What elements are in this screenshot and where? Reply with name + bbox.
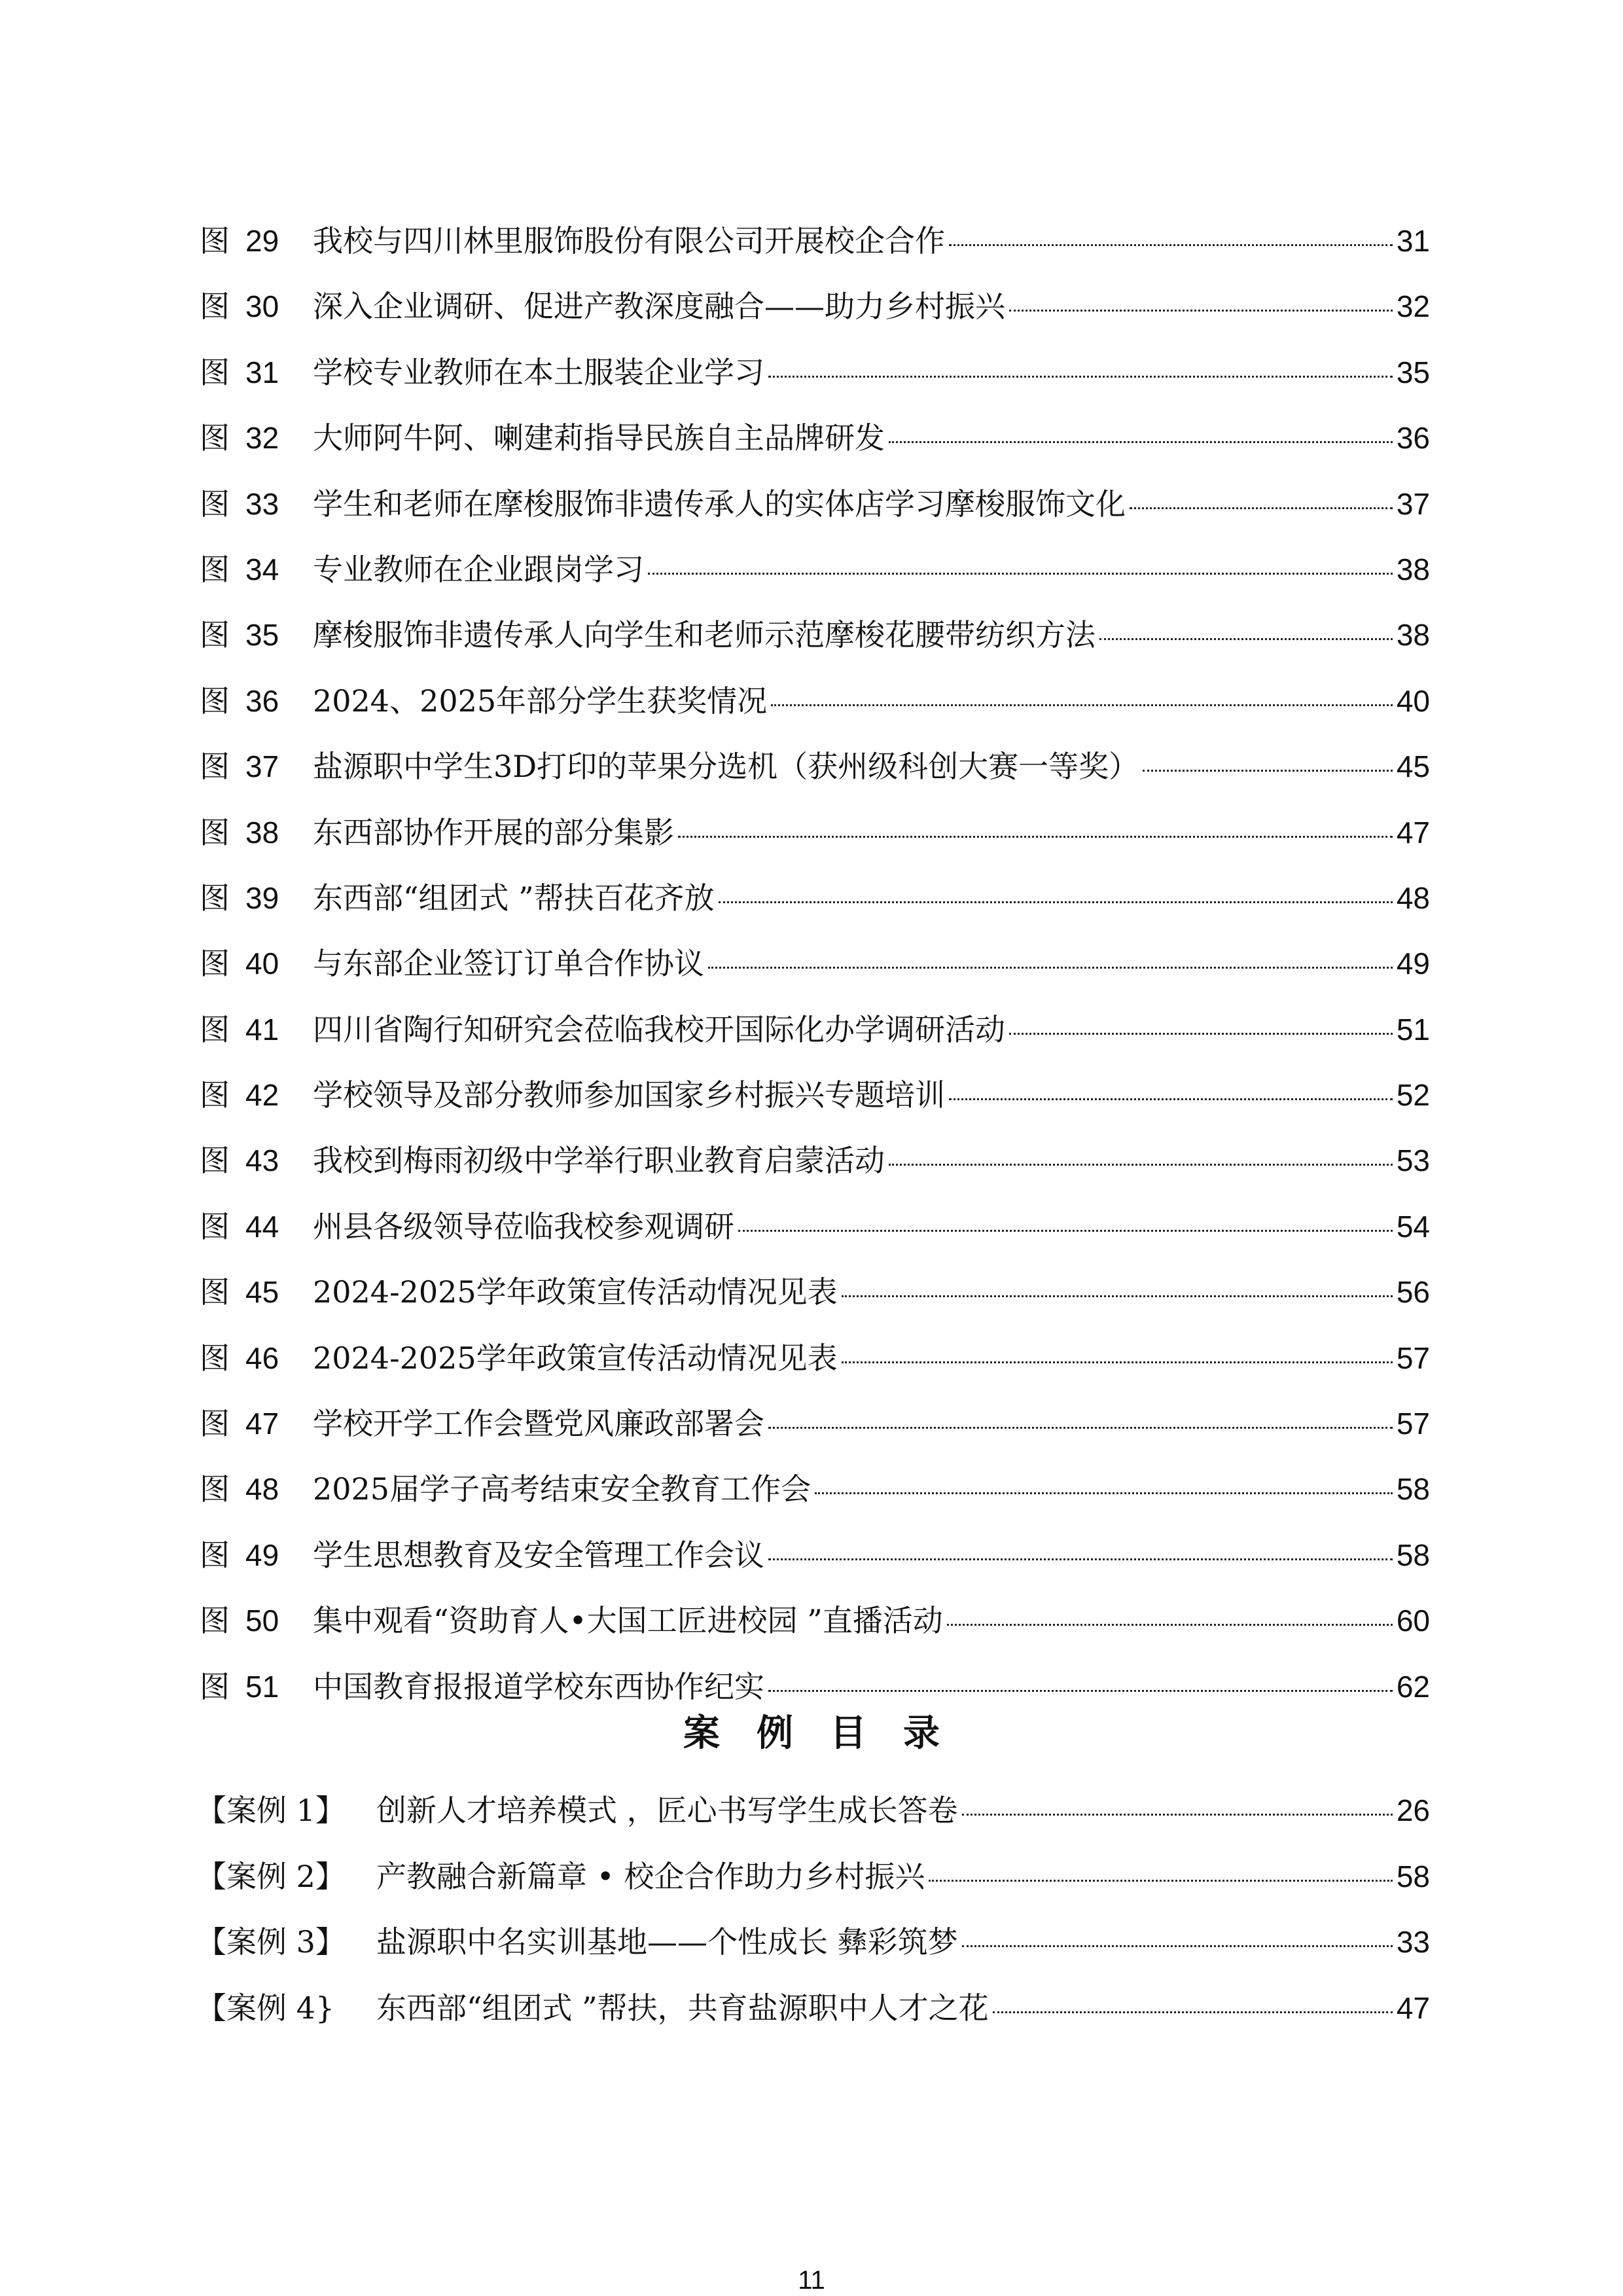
figure-entry[interactable] [200,1522,1430,1588]
dot-leader [768,1427,1393,1429]
case-title: 创新人才培养模式 ，匠心书写学生成长答卷 [376,1793,958,1828]
dot-leader [678,836,1393,838]
figure-entry[interactable] [200,405,1430,471]
figure-prefix: 图 [200,1143,230,1179]
figure-entry[interactable] [200,997,1430,1062]
case-title: 产教融合新篇章 • 校企合作助力乡村振兴 [376,1858,925,1894]
figure-index-list [200,208,1430,1719]
case-index-list [196,1778,1430,2041]
figure-prefix: 图 [200,223,230,259]
figure-prefix: 图 [200,814,230,850]
dot-leader [842,1361,1393,1363]
dot-leader [768,1558,1393,1560]
figure-prefix: 图 [200,880,230,916]
figure-page-number: 57 [1396,1340,1430,1375]
figure-number: 36 [245,683,279,718]
figure-page-number: 38 [1396,552,1430,586]
case-entry[interactable] [196,1909,1430,1975]
dot-leader [815,1492,1393,1494]
figure-prefix: 图 [200,1208,230,1244]
case-page-number: 26 [1396,1793,1430,1827]
figure-prefix: 图 [200,486,230,522]
figure-prefix: 图 [200,1011,230,1047]
dot-leader [1099,638,1393,640]
dot-leader [708,967,1393,969]
figure-number: 29 [245,224,279,258]
figure-number: 39 [245,880,279,915]
figure-number: 30 [245,289,279,324]
figure-prefix: 图 [200,1471,230,1507]
figure-prefix: 图 [200,1077,230,1113]
case-index-heading: 案例目录 [683,1712,976,1755]
figure-number: 33 [245,486,279,521]
figure-title: 2024-2025学年政策宣传活动情况见表 [313,1340,838,1376]
figure-title: 2024-2025学年政策宣传活动情况见表 [313,1274,838,1310]
figure-prefix: 图 [200,946,230,982]
figure-page-number: 38 [1396,618,1430,653]
dot-leader [949,244,1393,246]
figure-number: 42 [245,1078,279,1113]
figure-page-number: 62 [1396,1669,1430,1704]
figure-entry[interactable] [200,1128,1430,1193]
figure-entry[interactable] [200,1062,1430,1128]
figure-number: 41 [245,1012,279,1047]
figure-entry[interactable] [200,1588,1430,1653]
figure-entry[interactable] [200,865,1430,931]
dot-leader [719,901,1393,903]
figure-number: 46 [245,1340,279,1375]
dot-leader [889,441,1393,443]
dot-leader [1009,310,1393,312]
figure-title: 东西部协作开展的部分集影 [313,814,674,850]
figure-number: 38 [245,815,279,850]
dot-leader [962,1945,1393,1947]
figure-page-number: 47 [1396,815,1430,850]
case-tag: 【案例 1】 [196,1793,346,1828]
figure-entry[interactable] [200,800,1430,865]
figure-page-number: 31 [1396,224,1430,258]
dot-leader [648,573,1393,575]
figure-title: 学生思想教育及安全管理工作会议 [313,1537,764,1573]
figure-title: 学生和老师在摩梭服饰非遗传承人的实体店学习摩梭服饰文化 [313,486,1126,522]
figure-number: 31 [245,355,279,389]
figure-entry[interactable] [200,1391,1430,1456]
figure-title: 与东部企业签订订单合作协议 [313,946,704,982]
figure-entry[interactable] [200,734,1430,799]
figure-prefix: 图 [200,289,230,325]
figure-prefix: 图 [200,749,230,785]
dot-leader [842,1295,1393,1297]
figure-title: 我校与四川林里服饰股份有限公司开展校企合作 [313,223,945,259]
figure-title: 学校领导及部分教师参加国家乡村振兴专题培训 [313,1077,945,1113]
figure-entry[interactable] [200,668,1430,734]
figure-page-number: 48 [1396,880,1430,915]
figure-page-number: 37 [1396,486,1430,521]
figure-number: 40 [245,946,279,981]
figure-entry[interactable] [200,1456,1430,1522]
figure-prefix: 图 [200,354,230,390]
figure-title: 专业教师在企业跟岗学习 [313,551,644,587]
figure-page-number: 58 [1396,1472,1430,1507]
figure-prefix: 图 [200,617,230,653]
figure-prefix: 图 [200,1274,230,1310]
figure-number: 34 [245,552,279,586]
figure-entry[interactable] [200,931,1430,996]
figure-entry[interactable] [200,1194,1430,1259]
figure-title: 摩梭服饰非遗传承人向学生和老师示范摩梭花腰带纺织方法 [313,617,1096,653]
dot-leader [1009,1033,1393,1035]
figure-number: 51 [245,1669,279,1704]
figure-title: 大师阿牛阿、喇建莉指导民族自主品牌研发 [313,420,885,456]
figure-prefix: 图 [200,1406,230,1442]
figure-number: 35 [245,618,279,653]
dot-leader [993,2011,1393,2013]
figure-page-number: 35 [1396,355,1430,389]
case-title: 东西部“组团式 ”帮扶，共育盐源职中人才之花 [376,1990,989,2026]
case-title: 盐源职中名实训基地——个性成长 彝彩筑梦 [376,1924,958,1960]
figure-number: 49 [245,1537,279,1572]
figure-number: 44 [245,1209,279,1244]
figure-title: 东西部“组团式 ”帮扶百花齐放 [313,880,715,916]
case-page-number: 58 [1396,1859,1430,1893]
figure-page-number: 58 [1396,1537,1430,1572]
figure-title: 四川省陶行知研究会莅临我校开国际化办学调研活动 [313,1011,1005,1047]
dot-leader [929,1880,1392,1882]
figure-number: 50 [245,1604,279,1638]
dot-leader [949,1098,1393,1100]
figure-number: 48 [245,1472,279,1507]
figure-entry[interactable] [200,1325,1430,1391]
figure-title: 我校到梅雨初级中学举行职业教育启蒙活动 [313,1143,885,1179]
figure-title: 州县各级领导莅临我校参观调研 [313,1208,734,1244]
figure-title: 学校专业教师在本土服装企业学习 [313,354,764,390]
figure-title: 学校开学工作会暨党风廉政部署会 [313,1406,764,1442]
dot-leader [768,376,1393,378]
dot-leader [889,1164,1393,1166]
figure-title: 集中观看“资助育人•大国工匠进校园 ”直播活动 [313,1603,943,1639]
figure-title: 2024、2025年部分学生获奖情况 [313,683,768,719]
figure-page-number: 32 [1396,289,1430,324]
page-number: 11 [798,2266,825,2295]
figure-page-number: 40 [1396,683,1430,718]
figure-page-number: 60 [1396,1604,1430,1638]
figure-prefix: 图 [200,1603,230,1639]
figure-number: 32 [245,421,279,456]
figure-page-number: 53 [1396,1143,1430,1178]
case-entry[interactable] [196,1975,1430,2041]
figure-prefix: 图 [200,1537,230,1573]
figure-page-number: 36 [1396,421,1430,456]
dot-leader [771,704,1393,706]
figure-page-number: 45 [1396,749,1430,784]
figure-title: 2025届学子高考结束安全教育工作会 [313,1471,812,1507]
case-tag: 【案例 4} [196,1990,335,2026]
case-entry[interactable] [196,1778,1430,1844]
figure-entry[interactable] [200,208,1430,274]
figure-number: 45 [245,1275,279,1310]
dot-leader [1130,507,1393,509]
figure-number: 43 [245,1143,279,1178]
figure-title: 中国教育报报道学校东西协作纪实 [313,1668,764,1704]
figure-prefix: 图 [200,1668,230,1704]
figure-entry[interactable] [200,274,1430,339]
figure-entry[interactable] [200,602,1430,668]
figure-prefix: 图 [200,420,230,456]
dot-leader [768,1690,1393,1692]
figure-page-number: 52 [1396,1078,1430,1113]
figure-page-number: 57 [1396,1407,1430,1441]
case-tag: 【案例 2】 [196,1858,346,1894]
figure-number: 37 [245,749,279,784]
dot-leader [738,1230,1393,1232]
figure-prefix: 图 [200,1340,230,1376]
figure-page-number: 49 [1396,946,1430,981]
figure-title: 深入企业调研、促进产教深度融合——助力乡村振兴 [313,289,1005,325]
dot-leader [947,1624,1393,1626]
dot-leader [962,1814,1393,1816]
case-page-number: 33 [1396,1925,1430,1959]
case-page-number: 47 [1396,1990,1430,2025]
figure-number: 47 [245,1407,279,1441]
figure-entry[interactable] [200,1259,1430,1325]
dot-leader [1143,770,1393,772]
figure-page-number: 56 [1396,1275,1430,1310]
figure-entry[interactable] [200,471,1430,537]
figure-page-number: 54 [1396,1209,1430,1244]
case-tag: 【案例 3】 [196,1924,346,1960]
figure-prefix: 图 [200,683,230,719]
figure-prefix: 图 [200,551,230,587]
figure-title: 盐源职中学生3D打印的苹果分选机（获州级科创大赛一等奖） [313,749,1139,785]
figure-page-number: 51 [1396,1012,1430,1047]
case-entry[interactable] [196,1844,1430,1910]
figure-entry[interactable] [200,537,1430,602]
figure-entry[interactable] [200,340,1430,405]
